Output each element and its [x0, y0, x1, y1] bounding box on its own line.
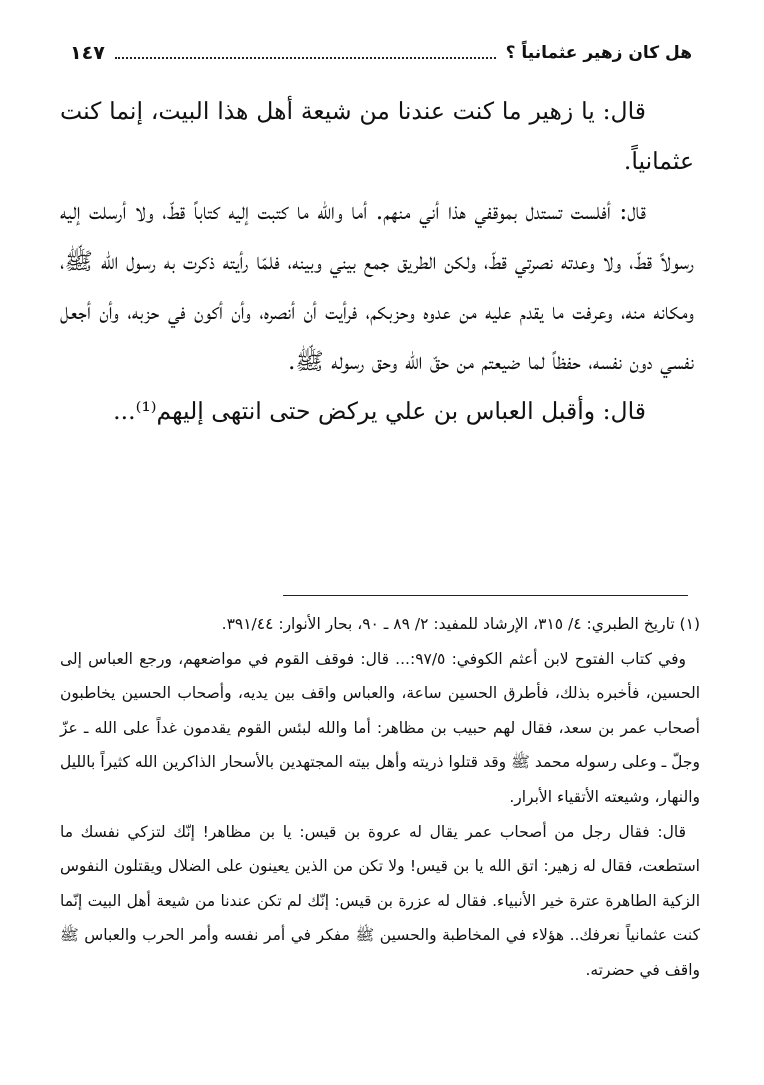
chapter-title: هل كان زهير عثمانياً ؟: [505, 43, 692, 63]
footnote-separator: [283, 595, 688, 596]
body-paragraph: قال: أفلست تستدل بموقفي هذا أني منهم. أما والله ما كتبت إليه كتاباً قطّ، ولا أرسلت إليه رسولاً قطّ، ولا وعدته نصرتي قطّ، ولكن الطريق جمع بيني وبينه، فلمّا رأيته ذكرت به رسول الله ﷺ، ومكانه منه، وعرفت ما يقدم عليه من عدوه وحزبكم، فرأيت أن أنصره، وأن أكون في حزبه، وأن أجعل نفسي دون نفسه، حفظاً لما ضيعتم من حقّ الله وحق رسوله ﷺ.: [60, 197, 694, 375]
footnote-paragraph: وفي كتاب الفتوح لابن أعثم الكوفي: ٩٧/٥:... قال: فوقف القوم في مواضعهم، ورجع العباس إلى الحسين، فأخبره بذلك، فأطرق الحسين ساعة، والعباس واقف بين يديه، وأصحاب الحسين يخاطبون أصحاب عمر بن سعد، فقال لهم حبيب بن مظاهر: أما والله لبئس القوم يقدمون غداً على الله ـ عزّ وجلّ ـ وعلى رسوله محمد ﷺ وقد قتلوا ذريته وأهل بيته المجتهدين بالأسحار الذاكرين الله كثيراً بالليل والنهار، وشيعته الأتقياء الأبرار.: [60, 649, 700, 806]
main-text: [60, 86, 694, 436]
body-paragraph: قال: يا زهير ما كنت عندنا من شيعة أهل هذا البيت، إنما كنت عثمانياً.: [60, 97, 694, 175]
footnotes: [60, 607, 700, 988]
body-paragraph: قال: وأقبل العباس بن علي يركض حتى انتهى إليهم⁽¹⁾...: [113, 397, 646, 425]
footnote-paragraph: قال: فقال رجل من أصحاب عمر يقال له عروة بن قيس: يا بن مظاهر! إنّك لتزكي نفسك ما استطعت، فقال له زهير: اتق الله يا بن قيس! ولا تكن من الذين يعينون على الضلال ويقتلون النفوس الزكية الطاهرة عترة خير الأنبياء. فقال له عزرة بن قيس: إنّك لم تكن عندنا من شيعة أهل البيت إنّما كنت عثمانياً نعرفك.. هؤلاء في المخاطبة والحسين ﷺ مفكر في أمر نفسه وأمر الحرب والعباس ﷺ واقف في حضرته.: [60, 822, 700, 979]
running-header: [70, 36, 692, 70]
page-number: ١٤٧: [70, 42, 105, 64]
leader-dots: [115, 57, 496, 59]
footnote-paragraph: (١) تاريخ الطبري: ٤/ ٣١٥، الإرشاد للمفيد: ٢/ ٨٩ ـ ٩٠، بحار الأنوار: ٣٩١/٤٤.: [221, 615, 700, 633]
